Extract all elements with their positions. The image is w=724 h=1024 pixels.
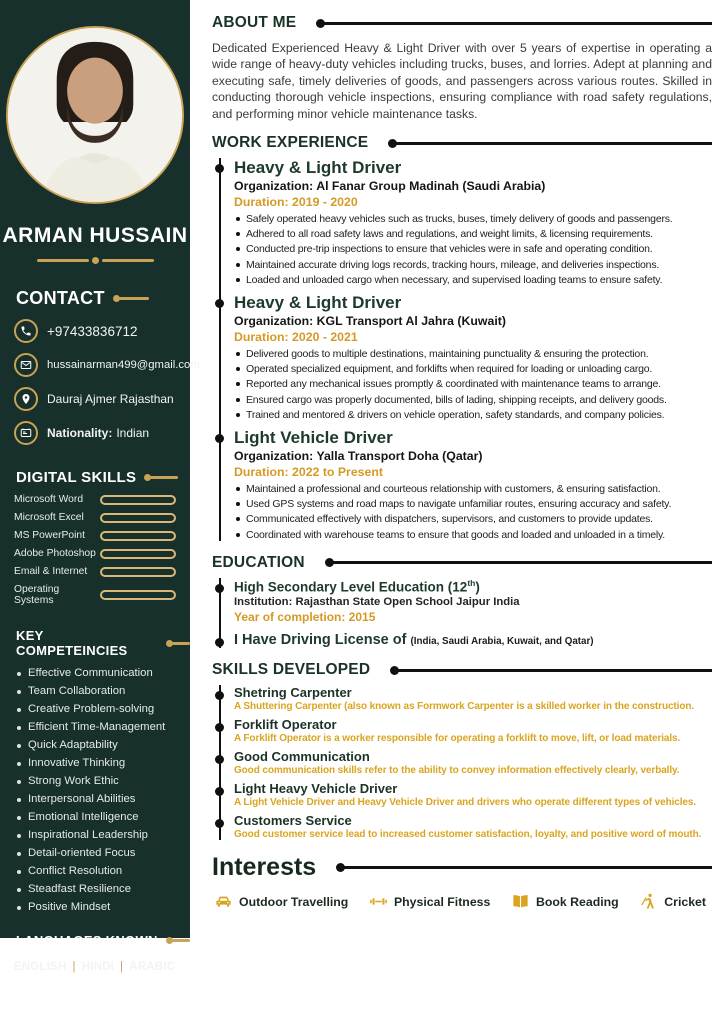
list-item: Steadfast Resilience	[16, 883, 190, 895]
interest-item	[214, 892, 348, 911]
book-icon	[511, 892, 530, 911]
email-icon	[14, 353, 38, 377]
list-item: Maintained accurate driving logs records, tracking hours, mileage, and deliveries inspections.	[246, 259, 712, 271]
interest-label: Outdoor Travelling	[239, 894, 349, 909]
list-item: Reported any mechanical issues promptly & coordinated with maintenance teams to arrange.	[246, 378, 712, 390]
list-item: Conducted pre-trip inspections to ensure that vehicles were in safe and operating condition.	[246, 243, 712, 255]
skill-row: Email & Internet	[0, 566, 190, 577]
skill-description: A Light Vehicle Driver and Heavy Vehicle Driver and drivers who operate different types of vehicles.	[234, 797, 697, 809]
job-entry	[234, 428, 712, 541]
work-section-header	[212, 134, 712, 152]
section-title: EDUCATION	[212, 553, 305, 571]
job-title: Light Vehicle Driver	[234, 428, 712, 448]
contact-list	[0, 319, 200, 445]
id-card-icon	[14, 421, 38, 445]
completion-year: Year of completion: 2015	[234, 610, 376, 625]
car-icon	[214, 892, 233, 911]
languages-list	[0, 961, 190, 973]
skill-bar	[100, 549, 176, 559]
job-entry	[234, 158, 712, 286]
interest-item	[369, 892, 490, 911]
skill-row: Microsoft Excel	[0, 512, 190, 523]
digital-skills-list	[0, 494, 190, 606]
degree-title: High Secondary Level Education (12th)	[234, 578, 712, 595]
languages-heading: LANGUAGES KNOWN	[0, 933, 190, 948]
interest-item	[511, 892, 619, 911]
interest-label: Physical Fitness	[393, 894, 491, 909]
skill-name: Forklift Operator	[234, 717, 712, 732]
nationality-text: Nationality: Indian	[47, 426, 150, 440]
language: HINDI	[81, 961, 115, 973]
contact-item-location	[0, 387, 190, 411]
gold-rule	[166, 937, 190, 944]
skill-description: A Shuttering Carpenter (also known as Formwork Carpenter is a skilled worker in the construction.	[234, 701, 695, 713]
education-section-header	[212, 554, 712, 572]
list-item: Strong Work Ethic	[16, 775, 190, 787]
gold-rule	[113, 295, 149, 302]
section-title: WORK EXPERIENCE	[212, 134, 369, 152]
skill-bar	[100, 590, 176, 600]
job-entry	[234, 293, 712, 421]
about-section-header	[212, 14, 712, 32]
list-item: Innovative Thinking	[16, 757, 190, 769]
driving-license: I Have Driving License of (India, Saudi Arabia, Kuwait, and Qatar)	[234, 632, 712, 648]
contact-item-email	[0, 353, 200, 377]
interest-label: Book Reading	[535, 894, 619, 909]
list-item: Effective Communication	[16, 667, 190, 679]
list-item: Efficient Time-Management	[16, 721, 190, 733]
education-timeline	[219, 578, 712, 649]
fitness-icon	[369, 892, 388, 911]
skill-bar	[100, 513, 176, 523]
location-text: Dauraj Ajmer Rajasthan	[47, 392, 174, 406]
gold-rule	[144, 474, 178, 481]
person-name: ARMAN HUSSAIN	[2, 224, 188, 247]
list-item: Positive Mindset	[16, 901, 190, 913]
cricket-icon	[639, 892, 658, 911]
gold-rule	[166, 640, 190, 647]
skill-name: Light Heavy Vehicle Driver	[234, 781, 712, 796]
separator: |	[72, 961, 76, 973]
job-bullets	[234, 348, 712, 422]
list-item: Maintained a professional and courteous relationship with customers, & ensuring satisfaction.	[246, 483, 712, 495]
name-divider	[0, 257, 190, 264]
black-rule	[388, 139, 712, 148]
job-duration: Duration: 2019 - 2020	[234, 195, 358, 210]
list-item: Loaded and unloaded cargo when necessary, and supervised loading teams to ensure safety.	[246, 274, 712, 286]
skills-section-header	[212, 661, 712, 679]
skill-name: Shetring Carpenter	[234, 685, 712, 700]
key-competencies-list	[0, 667, 190, 913]
person-avatar-icon	[8, 28, 182, 202]
skill-name: Good Communication	[234, 749, 712, 764]
section-title: SKILLS DEVELOPED	[212, 661, 371, 679]
skills-timeline	[219, 685, 712, 840]
skill-name: Customers Service	[234, 813, 712, 828]
skill-row: Operating Systems	[0, 584, 190, 606]
digital-skills-heading: DIGITAL SKILLS	[0, 469, 190, 486]
interests-section-header	[212, 853, 712, 882]
interest-label: Cricket	[664, 894, 706, 909]
job-organization: Organization: Al Fanar Group Madinah (Saudi Arabia)	[234, 179, 546, 194]
main-content	[190, 0, 724, 911]
skill-bar	[100, 567, 176, 577]
location-icon	[14, 387, 38, 411]
skill-row: MS PowerPoint	[0, 530, 190, 541]
email-address: hussainarman499@gmail.com	[47, 359, 200, 371]
interests-list	[212, 892, 712, 911]
contact-heading: CONTACT	[0, 288, 190, 309]
list-item: Conflict Resolution	[16, 865, 190, 877]
job-title: Heavy & Light Driver	[234, 293, 712, 313]
job-organization: Organization: Yalla Transport Doha (Qatar)	[234, 449, 483, 464]
about-text: Dedicated Experienced Heavy & Light Driver with over 5 years of expertise in operating a wide range of heavy-duty vehicles including trucks, buses, and lorries. Adept at planning and executing safe, timely deliveries of goods, and passengers across various routes. Skilled in conducting thorough vehicle inspections, ensuring compliance with road safety regulations, and performing minor vehicle maintenance tasks.	[212, 41, 712, 121]
list-item: Safely operated heavy vehicles such as trucks, buses, timely delivery of goods and passengers.	[246, 213, 712, 225]
job-organization: Organization: KGL Transport Al Jahra (Kuwait)	[234, 314, 506, 329]
phone-icon	[14, 319, 38, 343]
skill-description: A Forklift Operator is a worker responsible for operating a forklift to move, lift, or load materials.	[234, 733, 681, 745]
skill-entry	[234, 781, 712, 808]
skill-entry	[234, 717, 712, 744]
skill-description: Good communication skills refer to the ability to convey information effectively clearly, verbally.	[234, 765, 680, 777]
sidebar	[0, 0, 200, 973]
skill-entry	[234, 813, 712, 840]
list-item: Used GPS systems and road maps to navigate unfamiliar routes, ensuring accuracy and safety.	[246, 498, 712, 510]
phone-number: +97433836712	[47, 323, 138, 339]
job-duration: Duration: 2022 to Present	[234, 465, 383, 480]
list-item: Emotional Intelligence	[16, 811, 190, 823]
skill-row: Adobe Photoshop	[0, 548, 190, 559]
institution: Institution: Rajasthan State Open School Jaipur India	[234, 596, 520, 609]
skill-description: Good customer service lead to increased customer satisfaction, loyalty, and positive word of mouth.	[234, 829, 702, 841]
language: ENGLISH	[14, 961, 67, 973]
separator: |	[120, 961, 124, 973]
skill-bar	[100, 495, 176, 505]
profile-photo	[6, 26, 184, 204]
contact-item-nationality	[0, 421, 190, 445]
job-duration: Duration: 2020 - 2021	[234, 330, 358, 345]
list-item: Creative Problem-solving	[16, 703, 190, 715]
section-title: Interests	[212, 853, 317, 882]
interest-item	[639, 892, 706, 911]
language: ARABIC	[129, 961, 176, 973]
list-item: Ensured cargo was properly documented, bills of lading, shipping receipts, and delivery goods.	[246, 394, 712, 406]
list-item: Interpersonal Abilities	[16, 793, 190, 805]
list-item: Coordinated with warehouse teams to ensure that goods and loaded and unloaded in a timely.	[246, 529, 712, 541]
skill-entry	[234, 749, 712, 776]
contact-item-phone	[0, 319, 190, 343]
skill-bar	[100, 531, 176, 541]
key-competencies-heading: KEY COMPETEINCIES	[0, 628, 190, 658]
black-rule	[325, 558, 712, 567]
list-item: Team Collaboration	[16, 685, 190, 697]
list-item: Operated specialized equipment, and forklifts when required for loading or unloading cargo.	[246, 363, 712, 375]
list-item: Inspirational Leadership	[16, 829, 190, 841]
list-item: Detail-oriented Focus	[16, 847, 190, 859]
black-rule	[390, 666, 712, 675]
list-item: Trained and mentored & drivers on vehicle operation, safety standards, and company policies.	[246, 409, 712, 421]
work-timeline	[219, 158, 712, 540]
list-item: Adhered to all road safety laws and regulations, and weight limits, & licensing requirements.	[246, 228, 712, 240]
skill-entry	[234, 685, 712, 712]
job-bullets	[234, 483, 712, 541]
list-item: Delivered goods to multiple destinations, maintaining punctuality & ensuring the protection.	[246, 348, 712, 360]
black-rule	[316, 19, 712, 28]
section-title: ABOUT ME	[212, 14, 297, 31]
job-bullets	[234, 213, 712, 287]
job-title: Heavy & Light Driver	[234, 158, 712, 178]
list-item: Quick Adaptability	[16, 739, 190, 751]
black-rule	[336, 863, 712, 872]
list-item: Communicated effectively with dispatchers, supervisors, and customers to provide updates.	[246, 513, 712, 525]
skill-row: Microsoft Word	[0, 494, 190, 505]
